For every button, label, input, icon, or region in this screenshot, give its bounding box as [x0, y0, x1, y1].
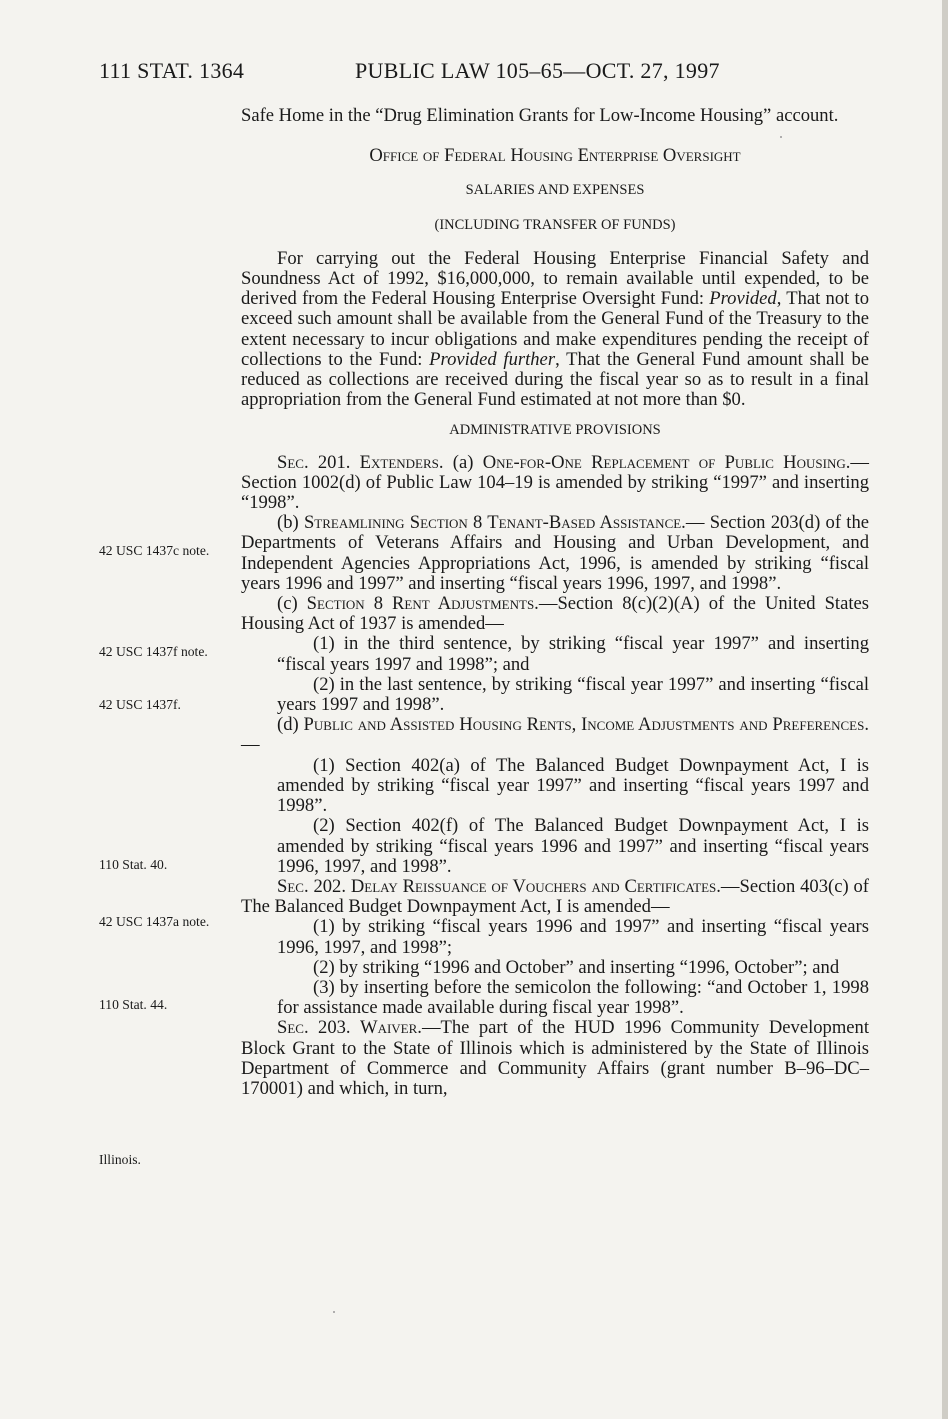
- admin-provisions-heading: ADMINISTRATIVE PROVISIONS: [449, 422, 661, 439]
- scan-speck: [333, 1311, 335, 1313]
- sec-201-d1: (1) Section 402(a) of The Balanced Budget Downpayment Act, I is amended by striking “fiscal year 1997” and inserting “fiscal years 1997 and 1998”.: [277, 754, 869, 817]
- margin-note-5: 42 USC 1437a note.: [99, 914, 210, 929]
- sec-202-i1: (1) by striking “fiscal years 1996 and 1997” and inserting “fiscal years 1996, 1997, and 1998”;: [277, 916, 869, 958]
- running-header: [99, 58, 879, 90]
- margin-note-4: 110 Stat. 40.: [99, 857, 168, 872]
- sec-201-a: Sec. 201. Extenders. (a) One-for-One Replacement of Public Housing.—Section 1002(d) of Public Law 104–19 is amended by striking “1997” and inserting “1998”.: [241, 451, 869, 514]
- sec-203: Sec. 203. Waiver.—The part of the HUD 1996 Community Development Block Grant to the State of Illinois which is administered by the State of Illinois Department of Commerce and Community Affairs (grant number B–96–DC–170001) and which, in turn,: [241, 1017, 870, 1099]
- margin-note-7: Illinois.: [99, 1152, 141, 1167]
- account-heading: SALARIES AND EXPENSES: [465, 182, 645, 199]
- transfer-note: (INCLUDING TRANSFER OF FUNDS): [434, 216, 676, 233]
- margin-note-3: 42 USC 1437f.: [99, 697, 181, 712]
- sec-201-c1: (1) in the third sentence, by striking “fiscal year 1997” and inserting “fiscal years 1997 and 1998”; and: [277, 633, 869, 675]
- sec-202-i2: (2) by striking “1996 and October” and inserting “1996, October”; and: [313, 956, 840, 978]
- law-title: PUBLIC LAW 105–65—OCT. 27, 1997: [355, 58, 720, 83]
- sec-201-d: (d) Public and Assisted Housing Rents, Income Adjustments and Preferences.—: [241, 714, 870, 756]
- sec-202-i3: (3) by inserting before the semicolon the following: “and October 1, 1998 for assistance made available during fiscal year 1998”.: [277, 976, 869, 1019]
- sec-201-b: (b) Streamlining Section 8 Tenant-Based Assistance.— Section 203(d) of the Departments of Veterans Affairs and Housing and Urban Development, and Independent Agencies Appropriations Act, 1996, is amended by striking “fiscal years 1996 and 1997” and inserting “fiscal years 1996, 1997, and 1998”.: [241, 512, 869, 594]
- page-edge: [942, 0, 948, 1419]
- appropriation-paragraph: For carrying out the Federal Housing Enterprise Financial Safety and Soundness Act of 1992, $16,000,000, to remain available until expended, to be derived from the Federal Housing Enterprise Oversight Fund: Provided, That not to exceed such amount shall be available from the General Fund of the Treasury to the extent necessary to incur obligations and make expenditures pending the receipt of collections to the Fund: Provided further, That the General Fund amount shall be reduced as collections are received during the fiscal year so as to result in a final appropriation from the General Fund estimated at not more than $0.: [241, 247, 870, 411]
- margin-note-6: 110 Stat. 44.: [99, 997, 168, 1012]
- sec-201-c: (c) Section 8 Rent Adjustments.—Section 8(c)(2)(A) of the United States Housing Act of 1937 is amended—: [241, 593, 869, 635]
- margin-note-1: 42 USC 1437c note.: [99, 543, 210, 558]
- sec-201-d2: (2) Section 402(f) of The Balanced Budget Downpayment Act, I is amended by striking “fiscal years 1996 and 1997” and inserting “fiscal years 1996, 1997, and 1998”.: [277, 815, 869, 877]
- sec-201-c2: (2) in the last sentence, by striking “fiscal year 1997” and inserting “fiscal years 1997 and 1998”.: [277, 673, 869, 716]
- margin-note-2: 42 USC 1437f note.: [99, 644, 208, 659]
- stat-citation: 111 STAT. 1364: [99, 58, 245, 83]
- intro-paragraph: Safe Home in the “Drug Elimination Grants for Low-Income Housing” account.: [241, 105, 839, 126]
- scan-speck: [780, 136, 782, 138]
- agency-heading: Office of Federal Housing Enterprise Oversight: [369, 145, 741, 167]
- sec-202: Sec. 202. Delay Reissuance of Vouchers and Certificates.—Section 403(c) of The Balanced Budget Downpayment Act, I is amended—: [241, 875, 869, 918]
- body-text: [241, 106, 869, 1099]
